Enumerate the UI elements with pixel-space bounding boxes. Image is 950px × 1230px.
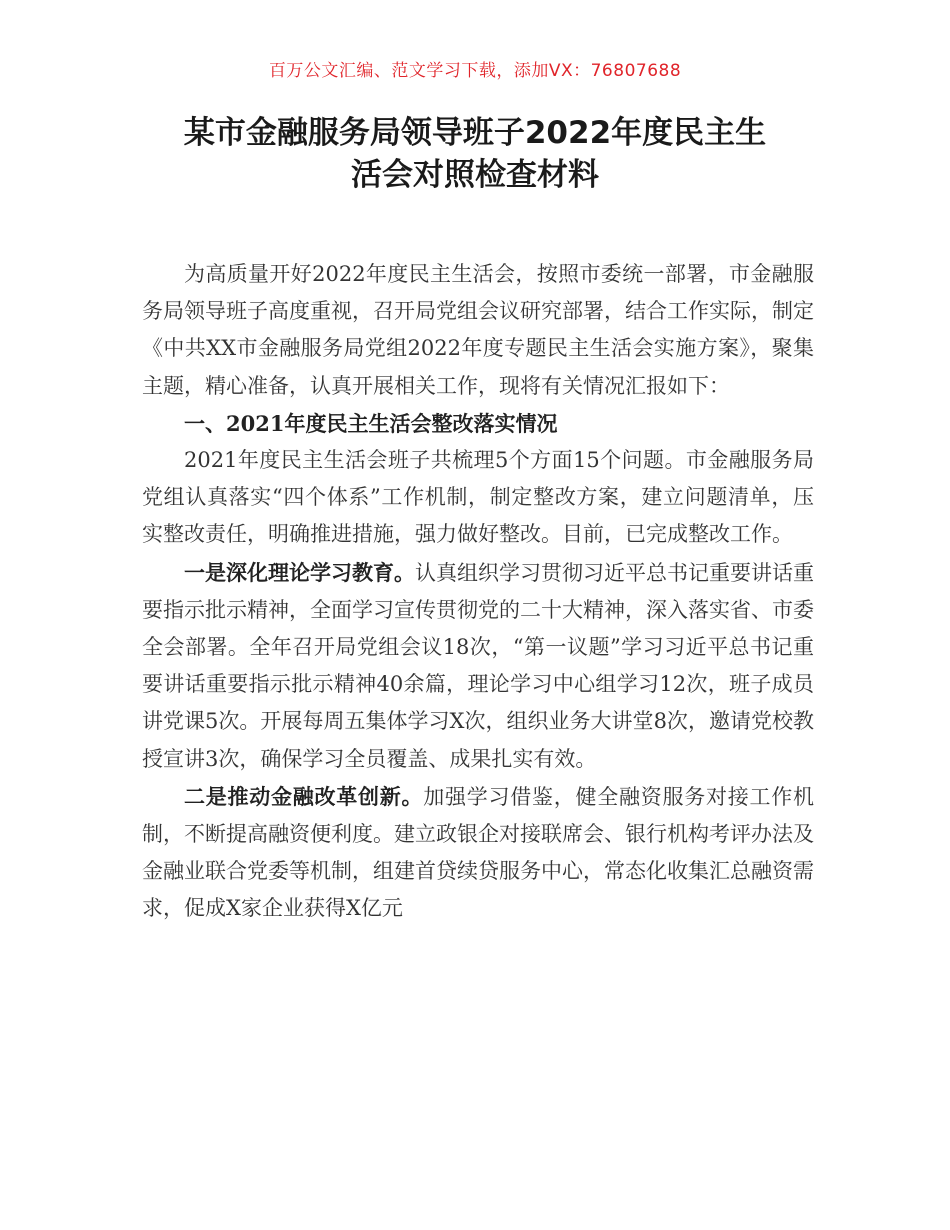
section-1-paragraph: 2021年度民主生活会班子共梳理5个方面15个问题。市金融服务局党组认真落实“四个体系”工作机制，制定整改方案，建立问题清单，压实整改责任，明确推进措施，强力做好整改。目前，已完成整改工作。 <box>142 448 814 547</box>
item-1-text: 认真组织学习贯彻习近平总书记重要讲话重要指示批示精神，全面学习宣传贯彻党的二十大精神，深入落实省、市委全会部署。全年召开局党组会议18次，“第一议题”学习习近平总书记重要讲话重要指示批示精神40余篇，理论学习中心组学习12次，班子成员讲党课5次。开展每周五集体学习X次，组织业务大讲堂8次，邀请党校教授宣讲3次，确保学习全员覆盖、成果扎实有效。 <box>142 560 814 771</box>
title-line-1: 某市金融服务局领导班子2022年度民主生 <box>183 115 767 151</box>
title-line-2: 活会对照检查材料 <box>351 157 599 193</box>
item-1-lead: 一是深化理论学习教育。 <box>184 559 415 585</box>
item-1-paragraph <box>142 554 814 778</box>
intro-paragraph: 为高质量开好2022年度民主生活会，按照市委统一部署，市金融服务局领导班子高度重视，召开局党组会议研究部署，结合工作实际，制定《中共XX市金融服务局党组2022年度专题民主生活会实施方案》，聚集主题，精心准备，认真开展相关工作，现将有关情况汇报如下： <box>142 262 814 398</box>
document-body <box>142 256 814 928</box>
item-2-text: 加强学习借鉴，健全融资服务对接工作机制，不断提高融资便利度。建立政银企对接联席会、银行机构考评办法及金融业联合党委等机制，组建首贷续贷服务中心，常态化收集汇总融资需求，促成X家企业获得X亿元 <box>142 784 814 921</box>
item-2-lead: 二是推动金融改革创新。 <box>184 783 424 809</box>
document-title <box>0 112 950 196</box>
header-note: 百万公文汇编、范文学习下载，添加VX：76807688 <box>268 61 682 81</box>
item-2-paragraph <box>142 778 814 928</box>
section-heading-1: 一、2021年度民主生活会整改落实情况 <box>184 410 558 436</box>
